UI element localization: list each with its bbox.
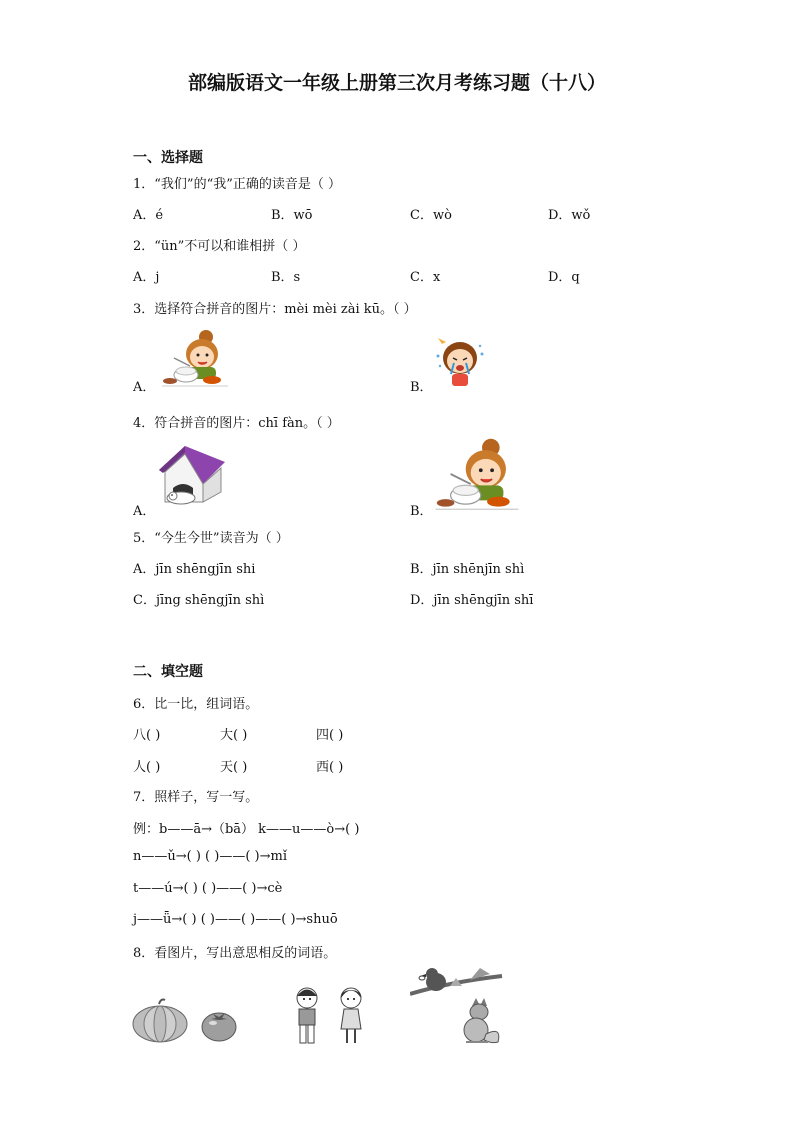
question-5: 5．“今生今世”读音为（ ） (133, 531, 289, 546)
q6-blank-xi[interactable]: 西( ) (316, 760, 344, 775)
q5-option-b[interactable]: B．jīn shēnjīn shì (410, 562, 525, 577)
q6-blank-ba[interactable]: 八( ) (133, 728, 161, 743)
q6-blank-da[interactable]: 大( ) (220, 728, 248, 743)
question-6: 6．比一比，组词语。 (133, 697, 259, 712)
boy-girl-image (290, 985, 370, 1047)
q2-option-c[interactable]: C．x (410, 270, 441, 285)
section-heading-choice: 一、选择题 (133, 150, 203, 166)
q4-option-b[interactable]: B． (410, 504, 433, 519)
q3-option-a[interactable]: A． (133, 380, 156, 395)
q1-option-b[interactable]: B．wō (271, 208, 313, 223)
q1-option-c[interactable]: C．wò (410, 208, 452, 223)
crying-girl-image (432, 336, 488, 390)
q6-blank-si[interactable]: 四( ) (316, 728, 344, 743)
q1-option-a[interactable]: A．é (133, 208, 164, 223)
q7-line-n[interactable]: n——ǔ→( ) ( )——( )→mǐ (133, 849, 287, 864)
q4-option-a[interactable]: A． (133, 504, 156, 519)
girl-eating-image-large (433, 436, 521, 512)
q5-option-d[interactable]: D．jīn shēngjīn shī (410, 593, 534, 608)
question-1: 1．“我们”的“我”正确的读音是（ ） (133, 177, 341, 192)
q7-line-j[interactable]: j——ǖ→( ) ( )——( )——( )→shuō (133, 912, 338, 927)
page-title: 部编版语文一年级上册第三次月考练习题（十八） (187, 72, 606, 94)
q7-line-t[interactable]: t——ú→( ) ( )——( )→cè (133, 881, 283, 896)
section-heading-fill: 二、填空题 (133, 664, 203, 680)
pumpkin-image (131, 998, 189, 1044)
question-8: 8．看图片，写出意思相反的词语。 (133, 946, 337, 961)
q6-blank-tian[interactable]: 天( ) (220, 760, 248, 775)
q5-option-a[interactable]: A．jīn shēngjīn shi (133, 562, 256, 577)
q1-option-d[interactable]: D．wǒ (548, 208, 591, 223)
q2-option-d[interactable]: D．q (548, 270, 580, 285)
question-4: 4．符合拼音的图片：chī fàn。（ ） (133, 416, 340, 431)
question-3: 3．选择符合拼音的图片：mèi mèi zài kū。（ ） (133, 302, 417, 317)
question-2: 2．“ün”不可以和谁相拼（ ） (133, 239, 306, 254)
q3-option-b[interactable]: B． (410, 380, 433, 395)
q5-option-c[interactable]: C．jīng shēngjīn shì (133, 593, 265, 608)
question-7: 7．照样子，写一写。 (133, 790, 259, 805)
q7-example-line[interactable]: 例：b——ā→（bā） k——u——ò→( ) (133, 822, 360, 837)
q6-blank-ren[interactable]: 人( ) (133, 760, 161, 775)
tomato-image (200, 1008, 238, 1042)
girl-eating-image (160, 328, 230, 388)
crow-fox-image (410, 964, 506, 1046)
q2-option-a[interactable]: A．j (133, 270, 160, 285)
dog-house-image (155, 440, 229, 506)
q2-option-b[interactable]: B．s (271, 270, 301, 285)
